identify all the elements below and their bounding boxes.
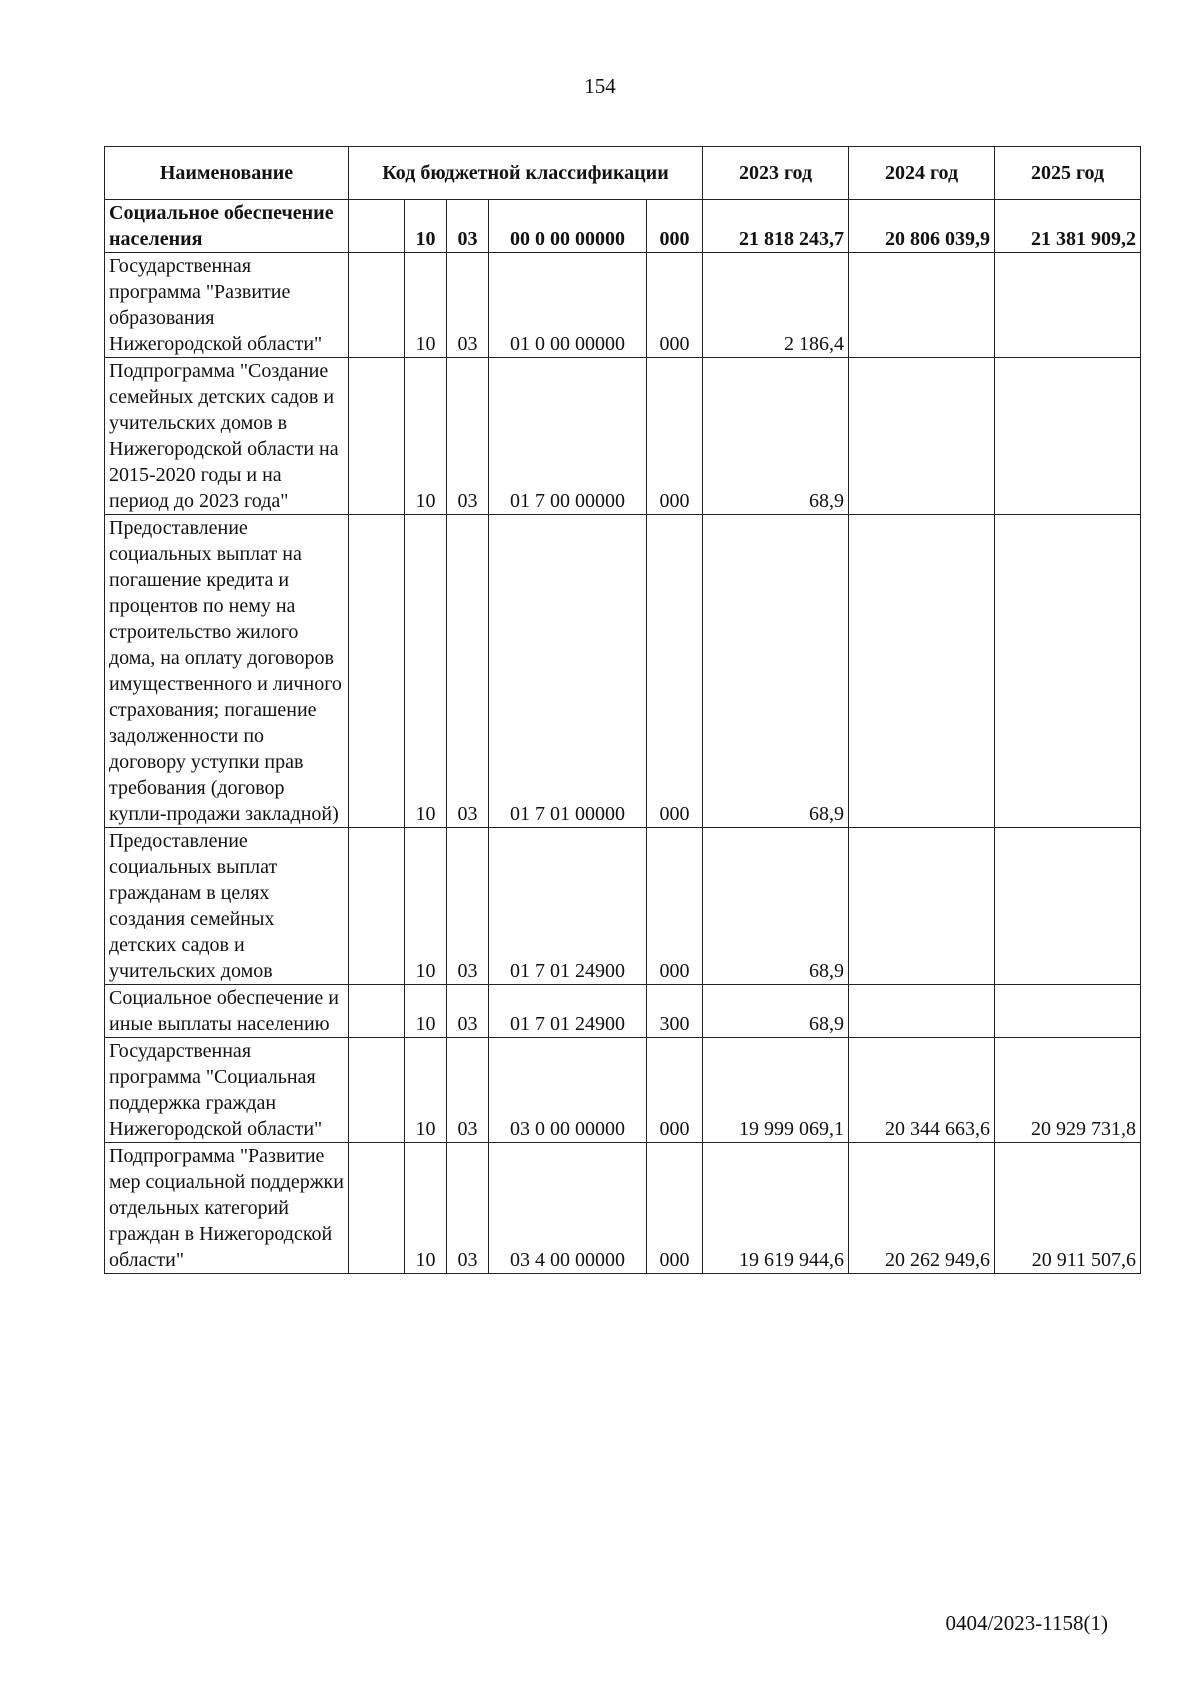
table-row <box>105 253 1141 358</box>
value-2025 <box>995 985 1141 1038</box>
code-expense-type: 000 <box>647 1038 703 1143</box>
value-2024 <box>849 358 995 515</box>
row-name: Государственная программа "Социальная поддержка граждан Нижегородской области" <box>105 1038 349 1143</box>
code-subsection: 03 <box>447 358 489 515</box>
code-section: 10 <box>405 253 447 358</box>
row-name: Подпрограмма "Создание семейных детских садов и учительских домов в Нижегородской области на 2015-2020 годы и на период до 2023 года" <box>105 358 349 515</box>
value-2023: 68,9 <box>703 515 849 828</box>
code-section: 10 <box>405 1038 447 1143</box>
value-2025: 20 911 507,6 <box>995 1143 1141 1274</box>
table-row <box>105 985 1141 1038</box>
value-2024 <box>849 253 995 358</box>
row-name: Предоставление социальных выплат на погашение кредита и процентов по нему на строительство жилого дома, на оплату договоров имущественного и личного страхования; погашение задолженности по договору уступки прав требования (договор купли-продажи закладной) <box>105 515 349 828</box>
code-expense-type: 000 <box>647 828 703 985</box>
header-name: Наименование <box>105 147 349 200</box>
code-section: 10 <box>405 1143 447 1274</box>
value-2024: 20 806 039,9 <box>849 200 995 253</box>
value-2023: 68,9 <box>703 358 849 515</box>
header-2024: 2024 год <box>849 147 995 200</box>
table-row <box>105 1143 1141 1274</box>
code-part-1 <box>349 1038 405 1143</box>
value-2025: 21 381 909,2 <box>995 200 1141 253</box>
header-2025: 2025 год <box>995 147 1141 200</box>
value-2025: 20 929 731,8 <box>995 1038 1141 1143</box>
table-row <box>105 828 1141 985</box>
table-row <box>105 1038 1141 1143</box>
row-name: Предоставление социальных выплат гражданам в целях создания семейных детских садов и учительских домов <box>105 828 349 985</box>
code-subsection: 03 <box>447 828 489 985</box>
code-subsection: 03 <box>447 200 489 253</box>
code-target-article: 01 7 01 24900 <box>489 828 647 985</box>
row-name: Социальное обеспечение и иные выплаты населению <box>105 985 349 1038</box>
row-name: Социальное обеспечение населения <box>105 200 349 253</box>
code-expense-type: 000 <box>647 253 703 358</box>
code-expense-type: 000 <box>647 515 703 828</box>
table-row <box>105 200 1141 253</box>
code-expense-type: 300 <box>647 985 703 1038</box>
value-2025 <box>995 253 1141 358</box>
code-target-article: 01 7 00 00000 <box>489 358 647 515</box>
code-part-1 <box>349 985 405 1038</box>
code-part-1 <box>349 358 405 515</box>
document-id: 0404/2023-1158(1) <box>945 1611 1108 1635</box>
header-row <box>105 147 1141 200</box>
code-part-1 <box>349 515 405 828</box>
value-2023: 2 186,4 <box>703 253 849 358</box>
page-number: 154 <box>584 74 616 98</box>
header-code: Код бюджетной классификации <box>349 147 703 200</box>
code-target-article: 01 7 01 24900 <box>489 985 647 1038</box>
code-target-article: 01 0 00 00000 <box>489 253 647 358</box>
code-target-article: 00 0 00 00000 <box>489 200 647 253</box>
value-2023: 21 818 243,7 <box>703 200 849 253</box>
code-target-article: 03 0 00 00000 <box>489 1038 647 1143</box>
code-subsection: 03 <box>447 985 489 1038</box>
row-name: Государственная программа "Развитие образования Нижегородской области" <box>105 253 349 358</box>
code-section: 10 <box>405 985 447 1038</box>
budget-table <box>104 146 1141 1274</box>
value-2023: 68,9 <box>703 828 849 985</box>
code-expense-type: 000 <box>647 1143 703 1274</box>
code-subsection: 03 <box>447 253 489 358</box>
code-target-article: 03 4 00 00000 <box>489 1143 647 1274</box>
value-2025 <box>995 358 1141 515</box>
code-part-1 <box>349 253 405 358</box>
code-section: 10 <box>405 200 447 253</box>
value-2023: 19 619 944,6 <box>703 1143 849 1274</box>
code-expense-type: 000 <box>647 200 703 253</box>
value-2025 <box>995 515 1141 828</box>
code-subsection: 03 <box>447 515 489 828</box>
code-target-article: 01 7 01 00000 <box>489 515 647 828</box>
code-subsection: 03 <box>447 1143 489 1274</box>
code-part-1 <box>349 200 405 253</box>
row-name: Подпрограмма "Развитие мер социальной поддержки отдельных категорий граждан в Нижегородской области" <box>105 1143 349 1274</box>
code-section: 10 <box>405 828 447 985</box>
value-2025 <box>995 828 1141 985</box>
table-row <box>105 515 1141 828</box>
code-section: 10 <box>405 358 447 515</box>
code-part-1 <box>349 828 405 985</box>
value-2024 <box>849 985 995 1038</box>
table-row <box>105 358 1141 515</box>
header-2023: 2023 год <box>703 147 849 200</box>
code-section: 10 <box>405 515 447 828</box>
value-2024 <box>849 515 995 828</box>
value-2024: 20 262 949,6 <box>849 1143 995 1274</box>
code-subsection: 03 <box>447 1038 489 1143</box>
value-2024: 20 344 663,6 <box>849 1038 995 1143</box>
value-2023: 68,9 <box>703 985 849 1038</box>
code-part-1 <box>349 1143 405 1274</box>
value-2023: 19 999 069,1 <box>703 1038 849 1143</box>
value-2024 <box>849 828 995 985</box>
code-expense-type: 000 <box>647 358 703 515</box>
